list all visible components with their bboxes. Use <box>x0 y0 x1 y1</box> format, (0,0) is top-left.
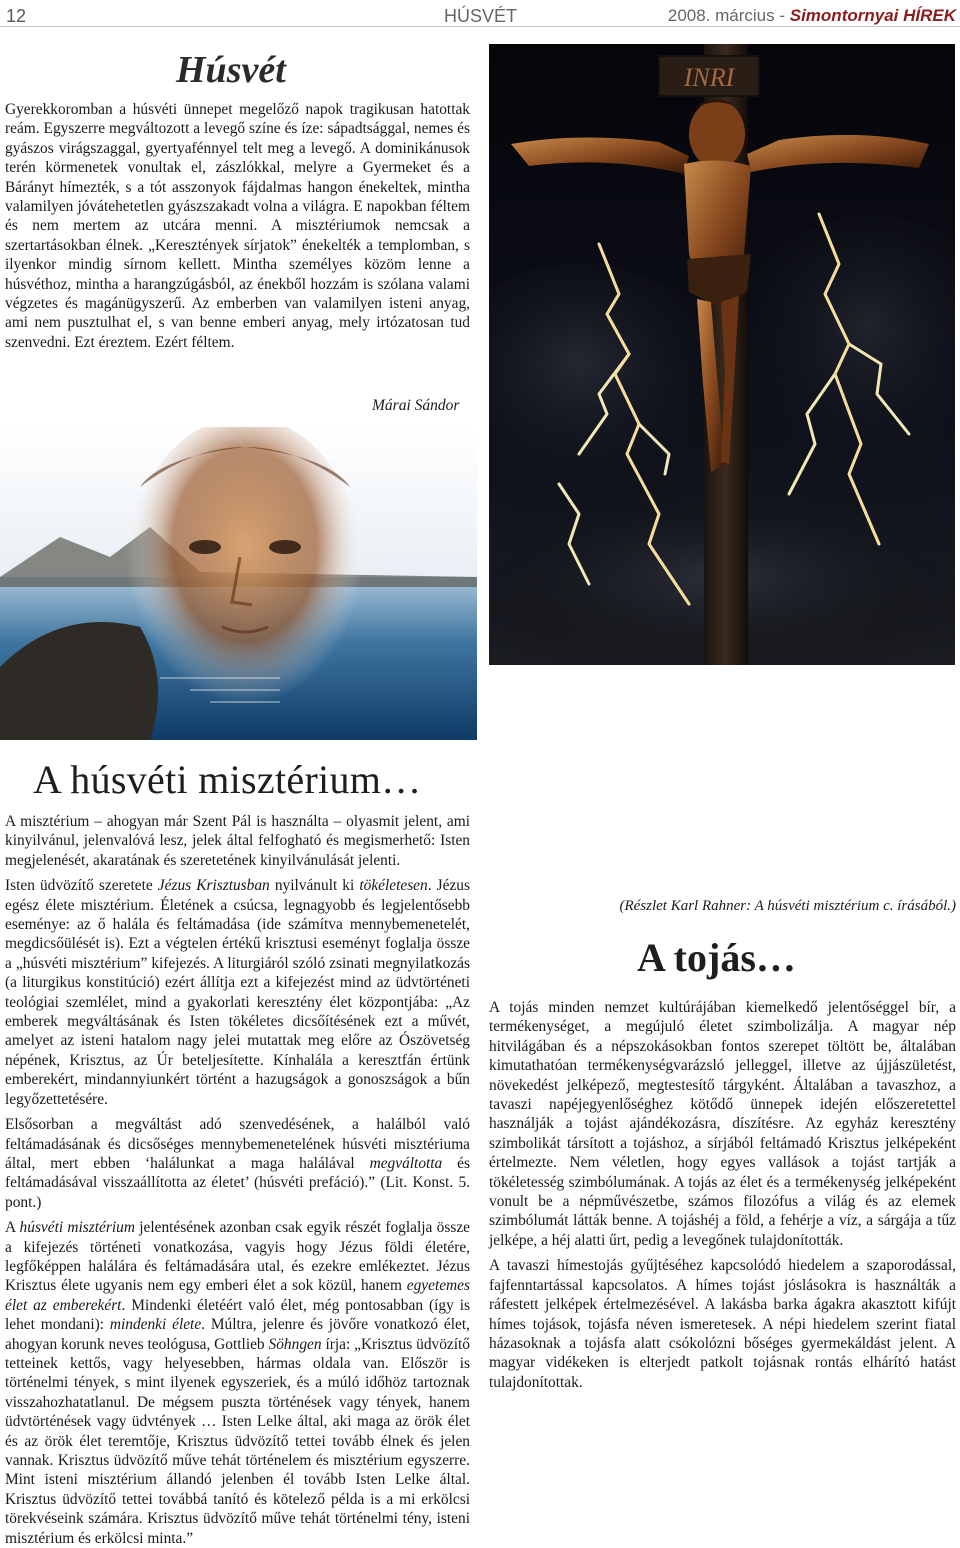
text-run: . Mindenki életéért való élet, még pontosabban (így is lehet mondani): <box>5 1296 470 1334</box>
face-over-sea-illustration <box>0 427 477 740</box>
article-body-misztérium-col1 <box>5 812 470 1548</box>
page-header <box>0 2 960 27</box>
page-number: 12 <box>6 6 27 26</box>
inri-sign: INRI <box>683 63 735 92</box>
paragraph <box>5 876 470 1109</box>
paragraph <box>5 1218 470 1548</box>
emphasis: megváltotta <box>369 1154 443 1172</box>
section-label: HÚSVÉT <box>444 6 518 26</box>
paragraph: A tavaszi hímestojás gyűjtéséhez kapcsolódó hiedelem a szaporodással, fajfenntartással kapcsolatos. A hímes tojást jóslásokra is használták a ráfestett jelképek értelmezésével. A lakásba barka ágakra akasztott kifújt hímes tojások, tojásfa néven ismeretesek. A népi hiedelem szerint fiatal házasoknak a tojásfa alatt csókolózni bőséges gyermekáldást jelent. A magyar vidékeken is elterjedt patkolt tojásnak rontás elhárító hatást tulajdonítottak. <box>489 1257 956 1391</box>
christ-face-sea-image <box>0 427 477 740</box>
article-title-misztérium: A húsvéti misztérium… <box>33 757 422 802</box>
paragraph: A misztérium – ahogyan már Szent Pál is használta – olyasmit jelent, ami kinyilvánul, jelenvalóvá lesz, jelek által felfogható és megismerhető: Isten megjelenését, akaratának és szeretetének kinyilvánulását jelenti. <box>5 813 470 869</box>
paragraph <box>5 1115 470 1212</box>
emphasis: Söhngen <box>268 1335 322 1353</box>
emphasis: tökéletesen <box>359 877 428 895</box>
article-body-husvet <box>5 100 470 352</box>
text-run: Isten üdvözítő szeretete <box>5 877 158 895</box>
article-source-citation: (Részlet Karl Rahner: A húsvéti misztérium c. írásából.) <box>619 898 956 914</box>
crucifix-illustration <box>489 44 955 665</box>
issue-date-text: 2008. március - <box>667 6 790 25</box>
text-run: nyilvánult ki <box>269 877 360 895</box>
emphasis: húsvéti misztérium <box>19 1219 135 1237</box>
emphasis: egyetemes élet az emberekért <box>5 1277 470 1314</box>
article-body-tojas <box>489 998 956 1392</box>
text-run: . Múltra, jelenre és jövőre vonatkozó élet, ahogyan korunk neves teológusa, Gottlieb <box>5 1316 470 1353</box>
emphasis: mindenki élete <box>109 1316 202 1334</box>
text-run: és feltámadásával visszaállította az életet’ (húsvéti prefáció).” (Lit. Konst. 5. pont.) <box>5 1154 470 1211</box>
text-run: írja: „Krisztus üdvözítő tetteinek kettős, vagy helyesebben, hármas oldala van. Először is történelmi tények, s mint ilyenek egyszeriek, és a múló időhöz tartoznak visszahozhatatlanul. De mégsem puszta történések vagy tények, hanem üdvtörténések vagy üdvtények … Isten Lelke által, aki maga az örök élet és az örök élet teremtője, Krisztus üdvözítő tettei tovább élnek és jelen vannak. Krisztus üdvözítő műve tehát történelem és misztérium egyszerre. Mint isteni misztérium állandó jelenben él tovább Isten Lelke által. Krisztus üdvözítő tettei továbbá tanító és kötelező példa is a mi erkölcsi törekvéseink számára. Krisztus üdvözítő műve tehát történelmi tény, isteni misztérium és erkölcsi minta.” <box>5 1335 470 1547</box>
text-run: jelentésének azonban csak egyik részét foglalja össze a kifejezés történeti vonatkozása, vagyis hogy Jézus földi életére, legfőképpen halálára és feltámadására utal, és ezekre emlékeztet. Jézus Krisztus élete ugyanis nem egy emberi élet a sok közül, hanem <box>5 1219 470 1295</box>
issue-date <box>668 6 956 26</box>
author-signature: Márai Sándor <box>372 397 460 414</box>
publication-name: Simontornyai HÍREK <box>789 6 956 25</box>
article-title-husvet: Húsvét <box>176 49 286 91</box>
article-title-tojas: A tojás… <box>637 935 796 980</box>
text-run: A <box>5 1219 20 1237</box>
emphasis: Jézus Krisztusban <box>157 877 270 895</box>
text-run: Elsősorban a megváltást adó szenvedésének, a halálból való feltámadásának és dicsőséges mennybemenetelének húsvéti misztériuma által, mert ebben ‘halálunkat a maga halálával <box>5 1116 470 1172</box>
crucifix-lightning-image <box>489 44 955 665</box>
paragraph: A tojás minden nemzet kultúrájában kiemelkedő jelentőséggel bír, a termékenységet, a megújuló életet szimbolizálja. A magyar nép hitvilágában és a népszokásokban fontos szerepet töltött be, általában kimutathatóan termékenységvarázsló jelleggel, illetve az újjászületést, növekedést jelképező, megtestesítő tárgyként. Általában a tavaszhoz, a tavaszi napéjegyenlőséghez kötődő ünnepek idején előszeretettel használják a tojást ajándékozásra, díszítésre. Az egyház keresztény szimbolikát társított a tojáshoz, a sírjából feltámadó Krisztus jelképeként értelmezte. Nem véletlen, hogy egyes vallások a tojást tartják a tökéletesség szimbólumának. A tojás az élet és a termékenység jelképeként vonult be a népművészetbe, számos filozófus a világ és az elemek szimbólumát látták benne. A tojáshéj a föld, a fehérje a víz, a sárgája a tűz jelképe, a héj alatti űrt, pedig a levegőnek tulajdonították. <box>489 999 956 1249</box>
text-run: . Jézus egész élete misztérium. Életének a csúcsa, legnagyobb és legjelentősebb eseménye: az ő halála és feltámadása (ide számítva mennybemenetelét, megdicsőülését is). Ezt a végtelen értékű krisztusi eseményt foglalja össze a „húsvéti misztérium” kifejezés. A liturgiáról szóló zsinati megnyilatkozás (a liturgikus konstitúció) ezért állítja ezt a kifejezést mind az üdvtörténeti teológiai szemlélet, mind a gyakorlati keresztény élet központjába: „Az emberek megváltásának és Isten tökéletes dicsőítésének ezt a művét, amelyet az isteni hatalom nagy jelei mutattak meg előre az Ószövetség népének, Krisztus, az Úr beteljesítette. Kínhalála a keresztfán értünk emberekért, mindannyiunkért történt a hazugságok a gonoszságok a bűn legyőzettetésére. <box>5 877 470 1108</box>
paragraph: Gyerekkoromban a húsvéti ünnepet megelőző napok tragikusan hatottak reám. Egyszerre megváltozott a levegő színe és íze: sápadtsággal, nemes és gyászos virágszaggal, gyertyafénnyel telt meg a levegő. A dominikánusok terén körmenetek vonultak el, zászlókkal, melyre a Gyermeket és a Bárányt hímezték, s a tót asszonyok fájdalmas hangon énekeltek, mintha valamilyen jóvátehetetlen gyászszakadt volna a világra. E napokban féltem és nem mertem az utcára menni. A misztériumok nemcsak a szertartásokban élnek. „Keresztények sírjatok” énekelték a templomban, s ilyenkor mindig sírnom kellett. Mintha személyes közöm lenne a húsvéthoz, mintha a harangzúgásból, az énekből hozzám is szólana valami végzetes és magánügyszerű. Az emberben van valamilyen isteni anyag, ami nem pusztulhat el, s van benne emberi anyag, mely irtózatosan tud szenvedni. Ezt éreztem. Ezért féltem. <box>5 101 470 351</box>
